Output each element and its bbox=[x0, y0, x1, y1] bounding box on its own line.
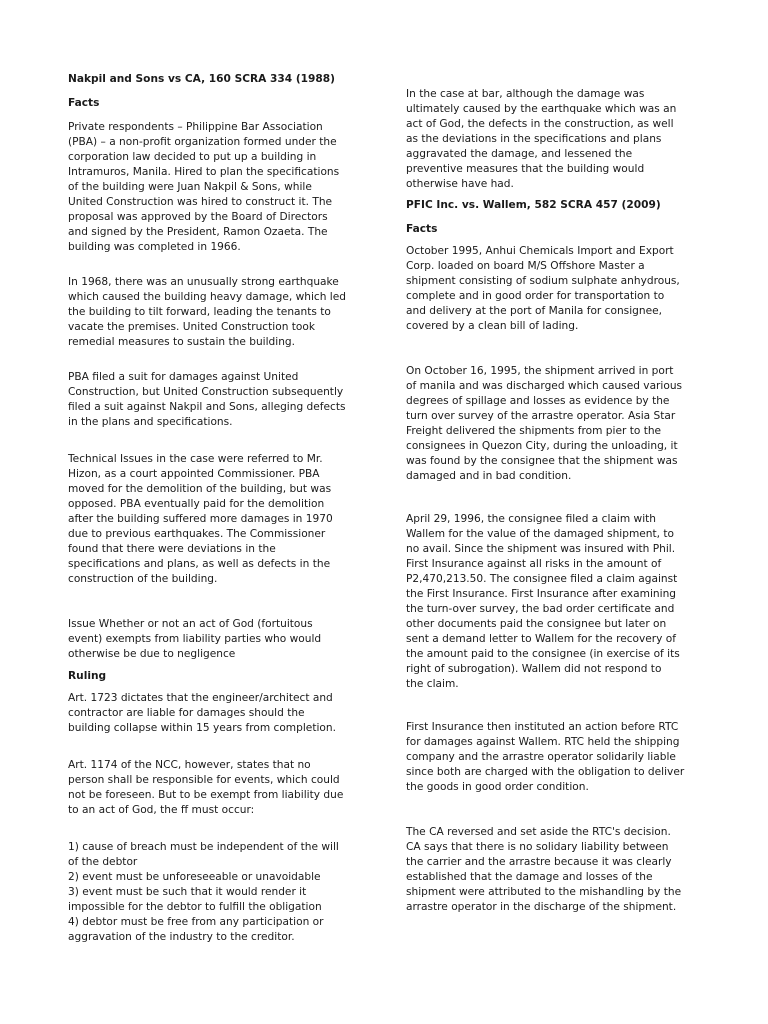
requirements-list: 1) cause of breach must be independent of the will of the debtor 2) event must be unforeseeable or unavoidable 3) event must be such that it would render it impossible for the debtor to fulfill the obligation 4) debtor must be free from any participation or aggravation of the industry to the creditor. bbox=[68, 841, 339, 943]
facts-paragraph: On October 16, 1995, the shipment arrived in port of manila and was discharged which caused various degrees of spillage and losses as evidence by the turn over survey of the arrastre operator. Asia Star Freight delivered the shipments from pier to the consignees in Quezon City, during the unloading, it was found by the consignee that the shipment was damaged and in bad condition. bbox=[406, 365, 683, 482]
facts-paragraph: April 29, 1996, the consignee filed a claim with Wallem for the value of the damaged shipment, to no avail. Since the shipment was insured with Phil. First Insurance against all risks in the amount of P2,470,213.50. The consignee filed a claim against the First Insurance. First Insurance after examining the turn-over survey, the bad order certificate and other documents paid the consignee but later on sent a demand letter to Wallem for the recovery of the amount paid to the consignee (in exercise of its right of subrogation). Wallem did not respond to the claim. bbox=[406, 513, 680, 690]
facts-heading: Facts bbox=[406, 223, 438, 235]
issue-paragraph: Issue Whether or not an act of God (fortuitous event) exempts from liability parties who would otherwise be due to negligence bbox=[68, 618, 322, 660]
facts-paragraph: Technical Issues in the case were referred to Mr. Hizon, as a court appointed Commissioner. PBA moved for the demolition of the building, but was opposed. PBA eventually paid for the demolition after the building suffered more damages in 1970 due to previous earthquakes. The Commissioner found that there were deviations in the specifications and plans, as well as defects in the construction of the building. bbox=[68, 453, 333, 585]
case-title-nakpil: Nakpil and Sons vs CA, 160 SCRA 334 (1988) bbox=[68, 73, 336, 85]
ruling-paragraph: Art. 1174 of the NCC, however, states that no person shall be responsible for events, which could not be foreseen. But to be exempt from liability due to an act of God, the ff must occur: bbox=[68, 759, 344, 816]
facts-heading: Facts bbox=[68, 97, 100, 109]
facts-paragraph: First Insurance then instituted an action before RTC for damages against Wallem. RTC held the shipping company and the arrastre operator solidarily liable since both are charged with the obligation to deliver the goods in good order condition. bbox=[406, 721, 685, 793]
ruling-paragraph: Art. 1723 dictates that the engineer/architect and contractor are liable for damages should the building collapse within 15 years from completion. bbox=[68, 692, 336, 734]
facts-paragraph: October 1995, Anhui Chemicals Import and Export Corp. loaded on board M/S Offshore Master a shipment consisting of sodium sulphate anhydrous, complete and in good order for transportation to and delivery at the port of Manila for consignee, covered by a clean bill of lading. bbox=[406, 245, 680, 332]
ruling-paragraph: In the case at bar, although the damage was ultimately caused by the earthquake which was an act of God, the defects in the construction, as well as the deviations in the specifications and plans aggravated the damage, and lessened the preventive measures that the building would otherwise have had. bbox=[406, 88, 677, 190]
case-title-pfic: PFIC Inc. vs. Wallem, 582 SCRA 457 (2009) bbox=[406, 199, 661, 211]
facts-paragraph: In 1968, there was an unusually strong earthquake which caused the building heavy damage, which led the building to tilt forward, leading the tenants to vacate the premises. United Construction took remedial measures to sustain the building. bbox=[68, 276, 346, 348]
facts-paragraph: Private respondents – Philippine Bar Association (PBA) – a non-profit organization formed under the corporation law decided to put up a building in Intramuros, Manila. Hired to plan the specifications of the building were Juan Nakpil & Sons, while United Construction was hired to construct it. The proposal was approved by the Board of Directors and signed by the President, Ramon Ozaeta. The building was completed in 1966. bbox=[68, 121, 340, 253]
ruling-heading: Ruling bbox=[68, 670, 107, 682]
facts-paragraph: PBA filed a suit for damages against United Construction, but United Construction subsequently filed a suit against Nakpil and Sons, alleging defects in the plans and specifications. bbox=[68, 371, 346, 428]
facts-paragraph: The CA reversed and set aside the RTC's decision. CA says that there is no solidary liability between the carrier and the arrastre because it was clearly established that the damage and losses of the shipment were attributed to the mishandling by the arrastre operator in the discharge of the shipment. bbox=[406, 826, 682, 913]
